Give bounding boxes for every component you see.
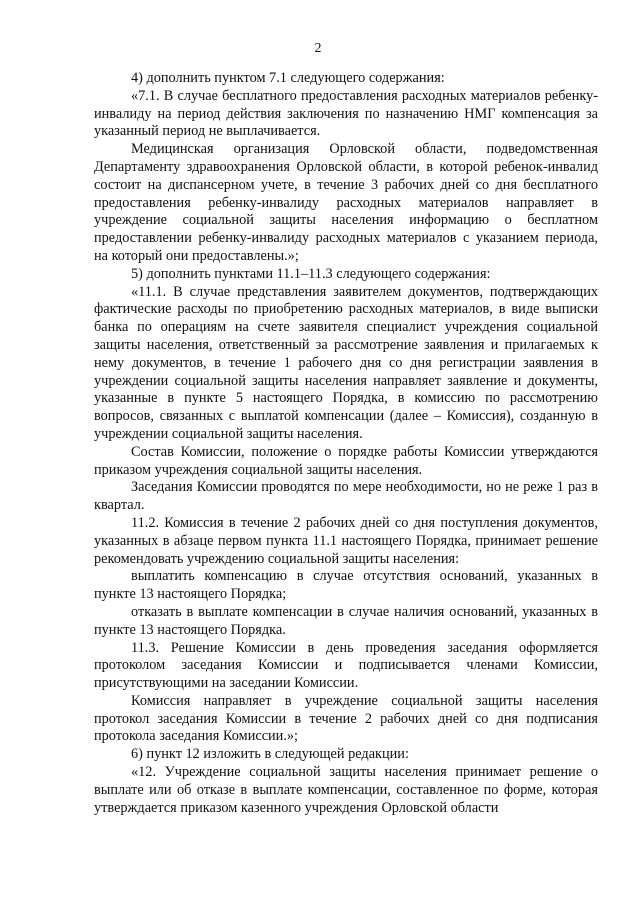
paragraph-clause-7-1: «7.1. В случае бесплатного предоставления расходных материалов ребенку-инвалиду на период действия заключения по назначению НМГ компенсация за указанный период не выплачивается. xyxy=(94,87,598,140)
paragraph-item-6: 6) пункт 12 изложить в следующей редакции: xyxy=(131,746,409,763)
paragraph-pay-compensation: выплатить компенсацию в случае отсутствия оснований, указанных в пункте 13 настоящего Порядка; xyxy=(94,568,598,603)
document-body xyxy=(94,70,598,817)
paragraph-item-5: 5) дополнить пунктами 11.1–11.3 следующего содержания: xyxy=(131,265,491,282)
paragraph-clause-11-3: 11.3. Решение Комиссии в день проведения заседания оформляется протоколом заседания Комиссии и подписывается членами Комиссии, присутствующими на заседании Комиссии. xyxy=(94,639,598,692)
paragraph-commission-meetings: Заседания Комиссии проводятся по мере необходимости, но не реже 1 раз в квартал. xyxy=(94,479,598,514)
paragraph-medical-organization: Медицинская организация Орловской области, подведомственная Департаменту здравоохранения Орловской области, в которой ребенок-инвалид состоит на диспансерном учете, в течение 3 рабочих дней со дня бесплатного предоставления ребенку-инвалиду расходных материалов направляет в учреждение социальной защиты населения информацию о бесплатном предоставлении ребенку-инвалиду расходных материалов с указанием периода, на который они предоставлены.»; xyxy=(94,141,598,264)
page-number: 2 xyxy=(314,41,322,56)
paragraph-commission-composition: Состав Комиссии, положение о порядке работы Комиссии утверждаются приказом учреждения социальной защиты населения. xyxy=(94,443,598,478)
paragraph-protocol-sending: Комиссия направляет в учреждение социальной защиты населения протокол заседания Комиссии в течение 2 рабочих дней со дня подписания протокола заседания Комиссии.»; xyxy=(94,692,598,745)
paragraph-clause-12: «12. Учреждение социальной защиты населения принимает решение о выплате или об отказе в выплате компенсации, составленное по форме, которая утверждается приказом казенного учреждения Орловской области xyxy=(94,764,598,816)
paragraph-item-4: 4) дополнить пунктом 7.1 следующего содержания: xyxy=(131,70,445,86)
paragraph-clause-11-2: 11.2. Комиссия в течение 2 рабочих дней со дня поступления документов, указанных в абзаце первом пункта 11.1 настоящего Порядка, принимает решение рекомендовать учреждению социальной защиты населения: xyxy=(94,514,598,567)
paragraph-clause-11-1: «11.1. В случае представления заявителем документов, подтверждающих фактические расходы по приобретению расходных материалов, в виде выписки банка по операциям на счете заявителя специалист учреждения социальной защиты населения, ответственный за рассмотрение заявления и прилагаемых к нему документов, в течение 1 рабочего дня со дня регистрации заявления в учреждении социальной защиты населения направляет заявление и документы, указанные в пункте 5 настоящего Порядка, в комиссию по рассмотрению вопросов, связанных с выплатой компенсации (далее – Комиссия), созданную в учреждении социальной защиты населения. xyxy=(94,283,598,442)
paragraph-refuse-compensation: отказать в выплате компенсации в случае наличия оснований, указанных в пункте 13 настоящего Порядка. xyxy=(94,603,598,638)
